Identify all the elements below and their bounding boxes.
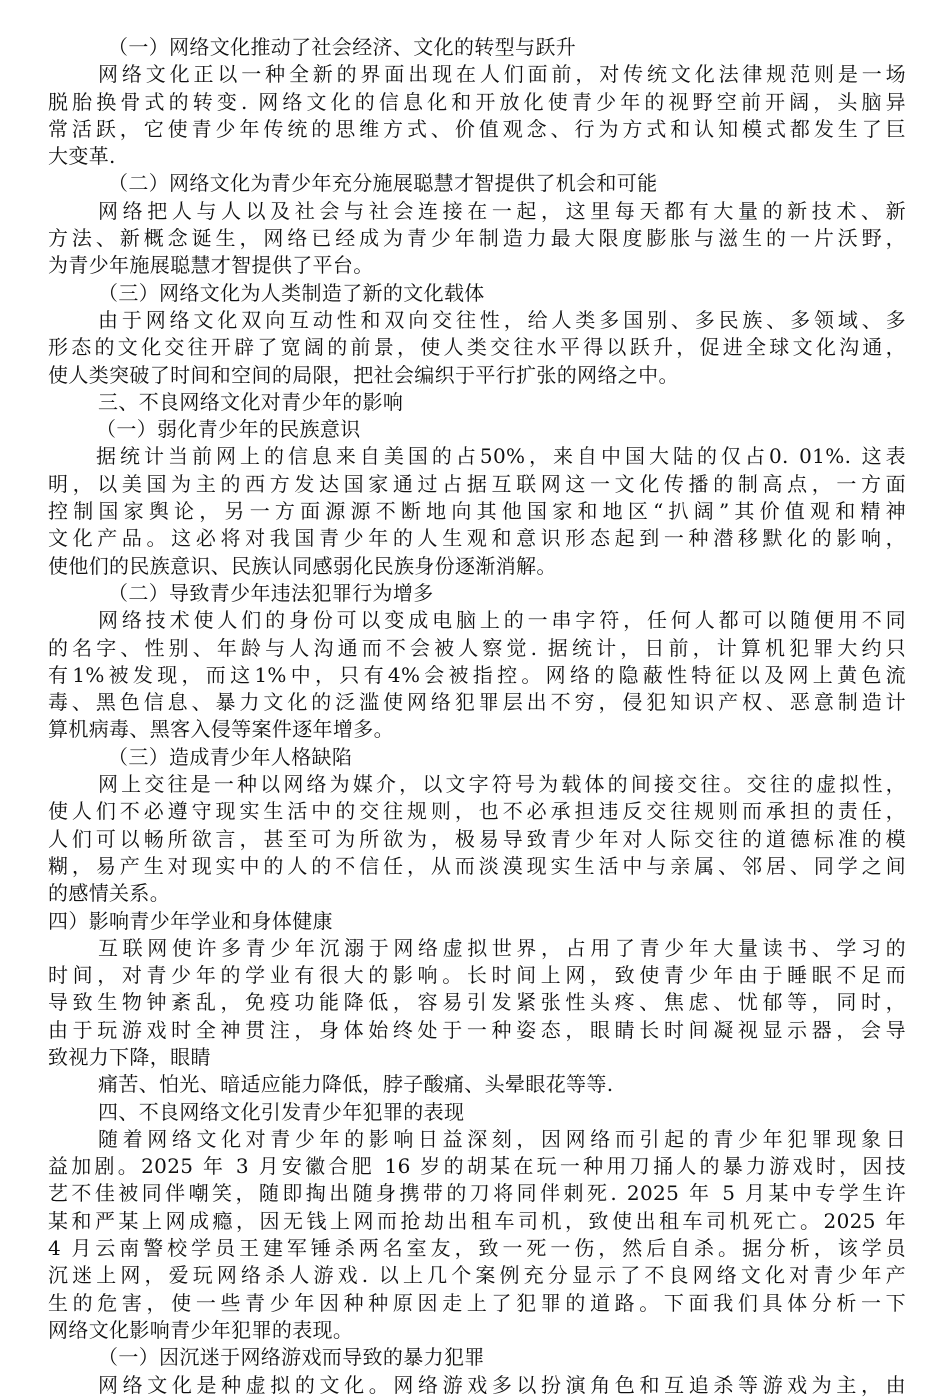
paragraph-line: 算机病毒、黑客入侵等案件逐年增多。 — [48, 717, 394, 742]
paragraph-line: 某和严某上网成瘾，因无钱上网而抢劫出租车司机，致使出租车司机死亡。2025 年 — [48, 1208, 906, 1233]
paragraph-line: 的名字、性别、年龄与人沟通而不会被人察觉. 据统计，日前，计算机犯罪大约只 — [48, 635, 906, 660]
paragraph-line: 由于玩游戏时全神贯注，身体始终处于一种姿态，眼睛长时间凝视显示器，会导 — [48, 1017, 906, 1042]
paragraph-line: 形态的文化交往开辟了宽阔的前景，使人类交往水平得以跃升，促进全球文化沟通， — [48, 335, 906, 360]
section-heading: （一）网络文化推动了社会经济、文化的转型与跃升 — [108, 35, 577, 59]
section-heading: （三）网络文化为人类制造了新的文化载体 — [98, 280, 485, 305]
paragraph-line: 生的危害，使一些青少年因种种原因走上了犯罪的道路。下面我们具体分析一下 — [48, 1290, 906, 1315]
paragraph-line: 随着网络文化对青少年的影响日益深刻，因网络而引起的青少年犯罪现象日 — [98, 1126, 906, 1151]
paragraph-line: 网络文化是种虚拟的文化。网络游戏多以扮演角色和互追杀等游戏为主，由 — [98, 1372, 906, 1397]
paragraph-line: 网络文化影响青少年犯罪的表现。 — [48, 1317, 354, 1342]
paragraph-line: 使人们不必遵守现实生活中的交往规则，也不必承担违反交往规则而承担的责任， — [48, 799, 906, 824]
paragraph-line: 的感情关系。 — [48, 881, 171, 906]
paragraph-line: 网络把人与人以及社会与社会连接在一起，这里每天都有大量的新技术、新 — [98, 198, 906, 223]
paragraph-line: 互联网使许多青少年沉溺于网络虚拟世界，占用了青少年大量读书、学习的 — [98, 935, 906, 960]
paragraph-line: 益加剧。2025 年 3 月安徽合肥 16 岁的胡某在玩一种用刀捅人的暴力游戏时，因技 — [48, 1154, 906, 1179]
paragraph-line: 文化产品。这必将对我国青少年的人生观和意识形态起到一种潜移默化的影响， — [48, 526, 906, 551]
paragraph-line: 使人类突破了时间和空间的局限，把社会编织于平行扩张的网络之中。 — [48, 362, 679, 387]
paragraph-line: 由于网络文化双向互动性和双向交往性，给人类多国别、多民族、多领域、多 — [98, 307, 906, 332]
paragraph-line: 为青少年施展聪慧才智提供了平台。 — [48, 253, 374, 278]
section-heading: （二）导致青少年违法犯罪行为增多 — [108, 580, 434, 605]
paragraph-line: 人们可以畅所欲言，甚至可为所欲为，极易导致青少年对人际交往的道德标准的模 — [48, 826, 906, 851]
section-heading: （一）因沉迷于网络游戏而导致的暴力犯罪 — [98, 1345, 485, 1370]
paragraph-line: 时间，对青少年的学业有很大的影响。长时间上网，致使青少年由于睡眠不足而 — [48, 963, 906, 988]
paragraph-line: 方法、新概念诞生，网络已经成为青少年制造力最大限度膨胀与滋生的一片沃野， — [48, 226, 906, 251]
section-heading: 四）影响青少年学业和身体健康 — [48, 908, 333, 933]
paragraph-line: 4 月云南警校学员王建军锤杀两名室友，致一死一伤，然后自杀。据分析，该学员 — [48, 1236, 906, 1261]
document-page — [48, 34, 906, 1399]
paragraph-line: 明，以美国为主的西方发达国家通过占据互联网这一文化传播的制高点，一方面 — [48, 471, 906, 496]
paragraph-line: 有1%被发现，而这1%中，只有4%会被指控。网络的隐蔽性特征以及网上黄色流 — [48, 662, 906, 687]
paragraph-line: 据统计当前网上的信息来自美国的占50%，来自中国大陆的仅占0. 01%. 这表 — [96, 444, 906, 469]
section-heading: 三、不良网络文化对青少年的影响 — [98, 389, 404, 414]
paragraph-line: 使他们的民族意识、民族认同感弱化民族身份逐渐消解。 — [48, 553, 557, 578]
paragraph-line: 毒、黑色信息、暴力文化的泛滥使网络犯罪层出不穷，侵犯知识产权、恶意制造计 — [48, 690, 906, 715]
paragraph-line: 痛苦、怕光、暗适应能力降低，脖子酸痛、头晕眼花等等. — [98, 1072, 614, 1097]
paragraph-line: 脱胎换骨式的转变. 网络文化的信息化和开放化使青少年的视野空前开阔，头脑异 — [48, 89, 906, 114]
paragraph-line: 网络技术使人们的身份可以变成电脑上的一串字符，任何人都可以随便用不同 — [98, 608, 906, 633]
paragraph-line: 艺不佳被同伴嘲笑，随即掏出随身携带的刀将同伴刺死. 2025 年 5 月某中专学生许 — [48, 1181, 906, 1206]
paragraph-line: 导致生物钟紊乱，免疫功能降低，容易引发紧张性头疼、焦虑、忧郁等，同时， — [48, 990, 906, 1015]
paragraph-line: 网络文化正以一种全新的界面出现在人们面前，对传统文化法律规范则是一场 — [98, 62, 906, 87]
paragraph-line: 网上交往是一种以网络为媒介，以文字符号为载体的间接交往。交往的虚拟性， — [98, 772, 906, 797]
section-heading: 四、不良网络文化引发青少年犯罪的表现 — [98, 1099, 465, 1124]
paragraph-line: 常活跃，它使青少年传统的思维方式、价值观念、行为方式和认知模式都发生了巨 — [48, 116, 906, 141]
section-heading: （二）网络文化为青少年充分施展聪慧才智提供了机会和可能 — [108, 171, 658, 196]
paragraph-line: 大变革. — [48, 144, 116, 169]
section-heading: （一）弱化青少年的民族意识 — [96, 417, 361, 442]
paragraph-line: 沉迷上网，爱玩网络杀人游戏. 以上几个案例充分显示了不良网络文化对青少年产 — [48, 1263, 906, 1288]
paragraph-line: 致视力下降，眼睛 — [48, 1044, 211, 1069]
section-heading: （三）造成青少年人格缺陷 — [108, 744, 353, 769]
paragraph-line: 糊，易产生对现实中的人的不信任，从而淡漠现实生活中与亲属、邻居、同学之间 — [48, 853, 906, 878]
paragraph-line: 控制国家舆论，另一方面源源不断地向其他国家和地区“扒阔”其价值观和精神 — [48, 499, 906, 524]
